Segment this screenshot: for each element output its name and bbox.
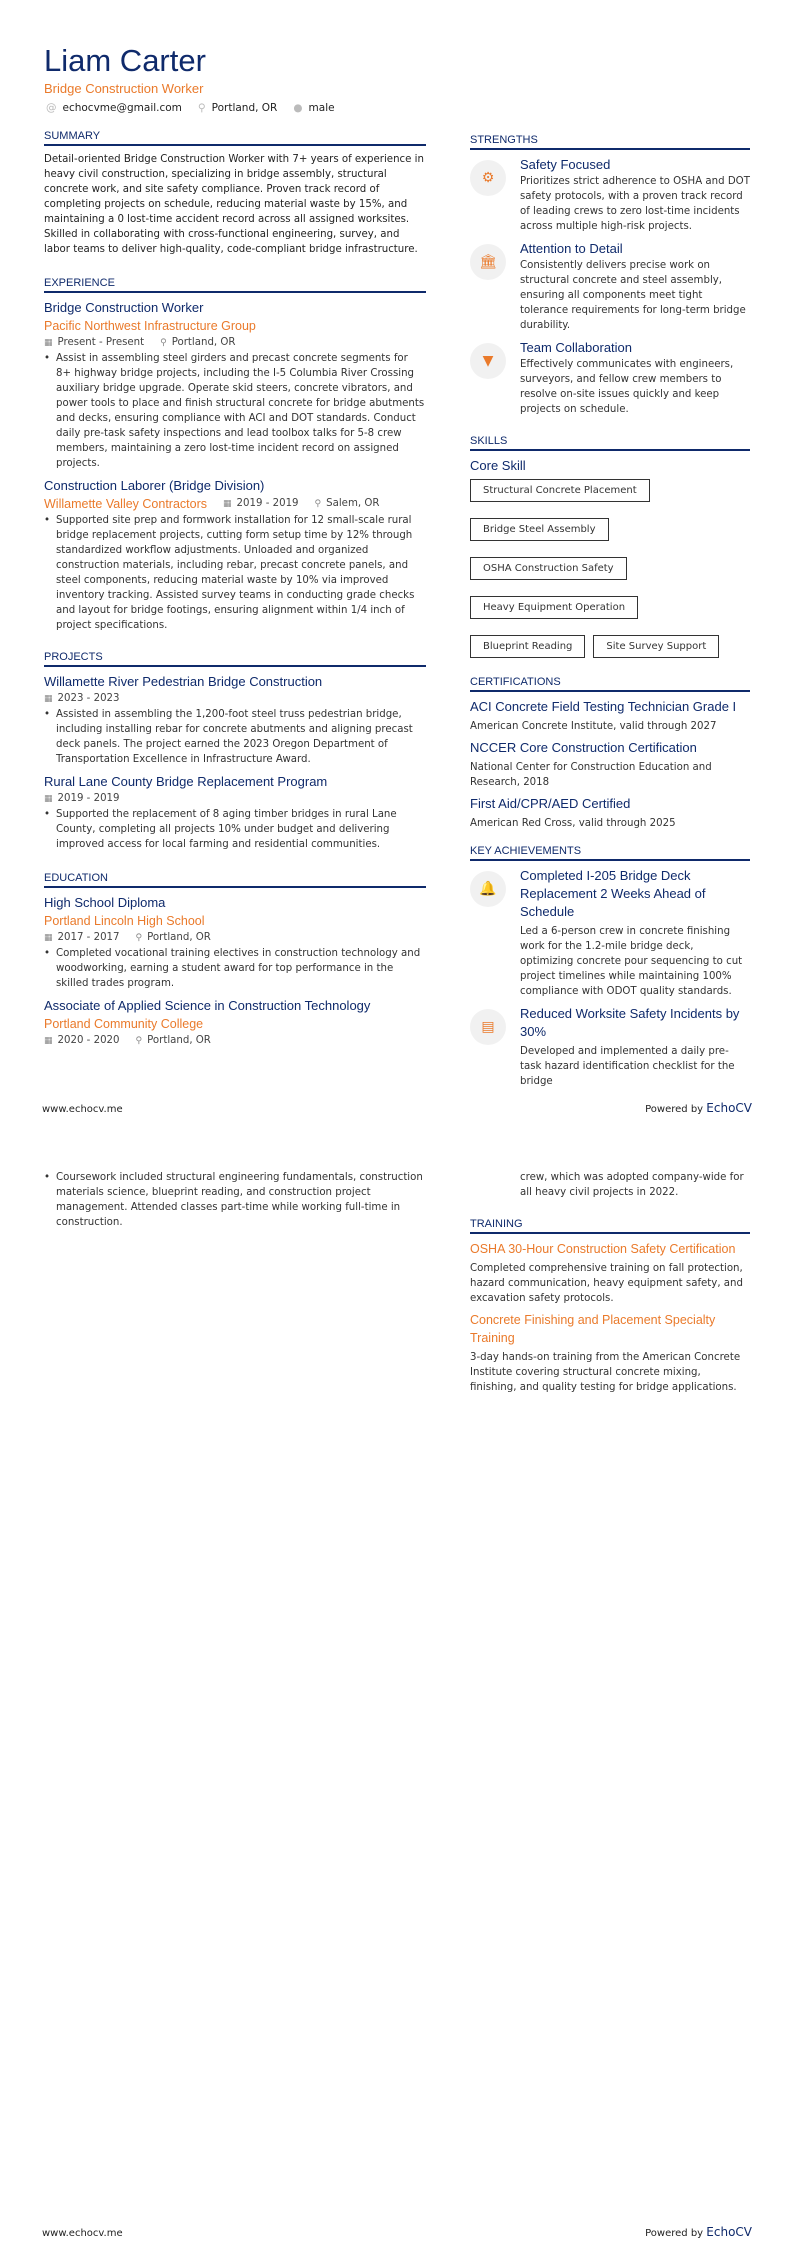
location: Salem, OR [326,498,380,509]
dates: 2023 - 2023 [57,693,120,704]
location: Portland, OR [147,932,211,943]
right-column [470,118,750,1095]
strength-text: Consistently delivers precise work on structural concrete and steel assembly, ensuring all components meet tight tolerance requirements for long-term bridge durability. [520,260,746,331]
certification-item [470,795,750,831]
strength-title: Safety Focused [520,157,611,172]
achievement-text: Developed and implemented a daily pre-task hazard identification checklist for the bridge [520,1046,735,1087]
person-icon: ● [293,102,303,114]
skill-chip: Blueprint Reading [470,635,585,658]
location-icon: ⚲ [197,102,206,114]
strength-title: Attention to Detail [520,241,623,256]
skill-chip: Site Survey Support [593,635,719,658]
echocv-logo[interactable]: EchoCV [706,1101,752,1115]
project-title: Willamette River Pedestrian Bridge Construction [44,674,323,689]
training-text: Completed comprehensive training on fall protection, hazard communication, heavy equipment safety, and excavation safety protocols. [470,1263,743,1304]
document-icon: ▤ [470,1009,506,1045]
cert-detail: National Center for Construction Education and Research, 2018 [470,762,712,788]
skill-group: Core Skill [470,458,526,473]
cert-title: ACI Concrete Field Testing Technician Grade I [470,699,737,714]
location-icon: ⚲ [135,933,143,943]
calendar-icon: ▦ [223,499,232,509]
degree: High School Diploma [44,895,166,910]
gender: male [308,102,335,114]
strength-title: Team Collaboration [520,340,633,355]
bullet: • Assist in assembling steel girders and precast concrete segments for 8+ highway bridge projects, including the I-5 Columbia River Crossing auxiliary bridge upgrade. Operate skid steers, concrete vibrators, and power tools to place and finish structural concrete for bridge abutments and decks, ensuring compliance with ACI and DOT standards. Conduct daily pre-task safety inspections and lead toolbox talks for 5-8 crew members, maintaining a zero lost-time incident record on assigned projects. [44,351,426,471]
projects-heading: PROJECTS [44,651,426,667]
education-item [44,997,426,1049]
footer-site[interactable]: www.echocv.me [42,1104,123,1115]
summary-heading: SUMMARY [44,130,426,146]
location: Portland, OR [147,1035,211,1046]
contact-info [46,102,426,114]
chat-icon: ▼ [470,343,506,379]
achievement-title: Completed I-205 Bridge Deck Replacement 2 Weeks Ahead of Schedule [520,868,706,919]
skill-chip: OSHA Construction Safety [470,557,627,580]
dates: 2017 - 2017 [57,932,120,943]
calendar-icon: ▦ [44,1036,53,1046]
calendar-icon: ▦ [44,794,53,804]
job-title: Construction Laborer (Bridge Division) [44,478,265,493]
echocv-logo[interactable]: EchoCV [706,2225,752,2239]
achievements-heading: KEY ACHIEVEMENTS [470,845,750,861]
training-heading: TRAINING [470,1218,750,1234]
footer-powered: Powered by EchoCV [645,2225,752,2239]
bullet: • Coursework included structural engineering fundamentals, construction materials science, blueprint reading, and construction project management. Attended classes part-time while working full-time in construction. [44,1170,426,1230]
email[interactable]: echocvme@gmail.com [62,102,182,114]
dates: Present - Present [57,337,145,348]
achievement-text: Led a 6-person crew in concrete finishing work for the 1.2-mile bridge deck, optimizing concrete pour sequencing to cut project timelines while maintaining 100% compliance with ODOT quality standards. [520,926,743,997]
experience-item [44,299,426,471]
skills-list [470,479,750,658]
strengths-heading: STRENGTHS [470,134,750,150]
degree: Associate of Applied Science in Construction Technology [44,998,371,1013]
project-title: Rural Lane County Bridge Replacement Program [44,774,328,789]
strength-item [470,240,750,333]
certification-item [470,739,750,790]
project-item [44,773,426,852]
bullet: • Completed vocational training electives in construction technology and woodworking, earning a student award for top performance in the skilled trades program. [44,946,426,991]
calendar-icon: ▦ [44,933,53,943]
at-icon: @ [46,102,57,114]
cert-detail: American Red Cross, valid through 2025 [470,818,676,829]
training-title: Concrete Finishing and Placement Specialty Training [470,1313,716,1345]
education-heading: EDUCATION [44,872,426,888]
left-column [44,1170,426,1230]
cert-title: NCCER Core Construction Certification [470,740,697,755]
certifications-heading: CERTIFICATIONS [470,676,750,692]
experience-item [44,477,426,633]
location-icon: ⚲ [160,338,167,348]
dates: 2019 - 2019 [57,793,120,804]
bullet: • Assisted in assembling the 1,200-foot steel truss pedestrian bridge, including installing rebar for concrete abutments and aligning precast deck panels. The project earned the 2023 Oregon Department of Transportation Excellence in Infrastructure Award. [44,707,426,767]
skill-chip: Heavy Equipment Operation [470,596,638,619]
company: Pacific Northwest Infrastructure Group [44,319,256,333]
training-title: OSHA 30-Hour Construction Safety Certification [470,1242,736,1256]
achievement-text-continued: crew, which was adopted company-wide for all heavy civil projects in 2022. [520,1172,744,1198]
dates: 2019 - 2019 [236,498,299,509]
location: Portland, OR [171,337,236,348]
project-item [44,673,426,767]
company: Willamette Valley Contractors [44,497,208,511]
skill-chip: Bridge Steel Assembly [470,518,609,541]
right-column [470,1170,750,1400]
footer-powered: Powered by EchoCV [645,1101,752,1115]
summary-text: Detail-oriented Bridge Construction Worker with 7+ years of experience in heavy civil construction, specializing in bridge assembly, structural concrete work, and site safety compliance. Proven track record of completing projects on schedule, reducing material waste by 15%, and maintaining a 0 lost-time accident record across all assigned worksites. Skilled in collaborating with cross-functional engineering, survey, and labor teams to deliver high-quality, code-compliant bridge infrastructure. [44,154,424,255]
candidate-name: Liam Carter [44,43,206,78]
job-title: Bridge Construction Worker [44,300,204,315]
strength-text: Effectively communicates with engineers, surveyors, and fellow crew members to resolve on-site issues quickly and keep projects on schedule. [520,359,734,415]
location-icon: ⚲ [314,499,322,509]
gear-icon: ⚙ [470,160,506,196]
strength-item [470,156,750,234]
skills-heading: SKILLS [470,435,750,451]
training-text: 3-day hands-on training from the American Concrete Institute covering structural concrete mixing, finishing, and quality testing for bridge applications. [470,1352,741,1393]
bell-icon: 🔔 [470,871,506,907]
skill-chip: Structural Concrete Placement [470,479,650,502]
strength-text: Prioritizes strict adherence to OSHA and DOT safety protocols, with a proven track record of leading crews to zero lost-time incidents across multiple high-risk projects. [520,176,750,232]
cert-title: First Aid/CPR/AED Certified [470,796,631,811]
training-item [470,1311,750,1395]
cert-detail: American Concrete Institute, valid through 2027 [470,721,717,732]
school: Portland Lincoln High School [44,914,205,928]
achievement-item [470,867,750,999]
left-column [44,44,426,1055]
experience-heading: EXPERIENCE [44,277,426,293]
location-icon: ⚲ [135,1036,143,1046]
bullet: • Supported site prep and formwork installation for 12 small-scale rural bridge replacement projects, cutting form setup time by 12% through standardized workflow adjustments. Unloaded and organized construction materials, including rebar, precast concrete panels, and steel components, reducing material waste by 10% via improved inventory tracking. Assisted survey teams in conducting grade checks and layout for bridge footings, ensuring alignment within 1/4 inch of project specifications. [44,513,426,633]
training-item [470,1240,750,1306]
resume-page-2 [0,1130,794,2246]
calendar-icon: ▦ [44,694,53,704]
school: Portland Community College [44,1017,204,1031]
achievement-title: Reduced Worksite Safety Incidents by 30% [520,1006,740,1039]
certification-item [470,698,750,734]
location: Portland, OR [211,102,278,114]
calendar-icon: ▦ [44,338,53,348]
footer-site[interactable]: www.echocv.me [42,2228,123,2239]
achievement-item [470,1005,750,1089]
dates: 2020 - 2020 [57,1035,120,1046]
bullet: • Supported the replacement of 8 aging timber bridges in rural Lane County, completing all projects 10% under budget and delivering improved access for local farming and residential communities. [44,807,426,852]
education-item [44,894,426,991]
candidate-title: Bridge Construction Worker [44,81,204,96]
strength-item [470,339,750,417]
building-icon: 🏛 [470,244,506,280]
